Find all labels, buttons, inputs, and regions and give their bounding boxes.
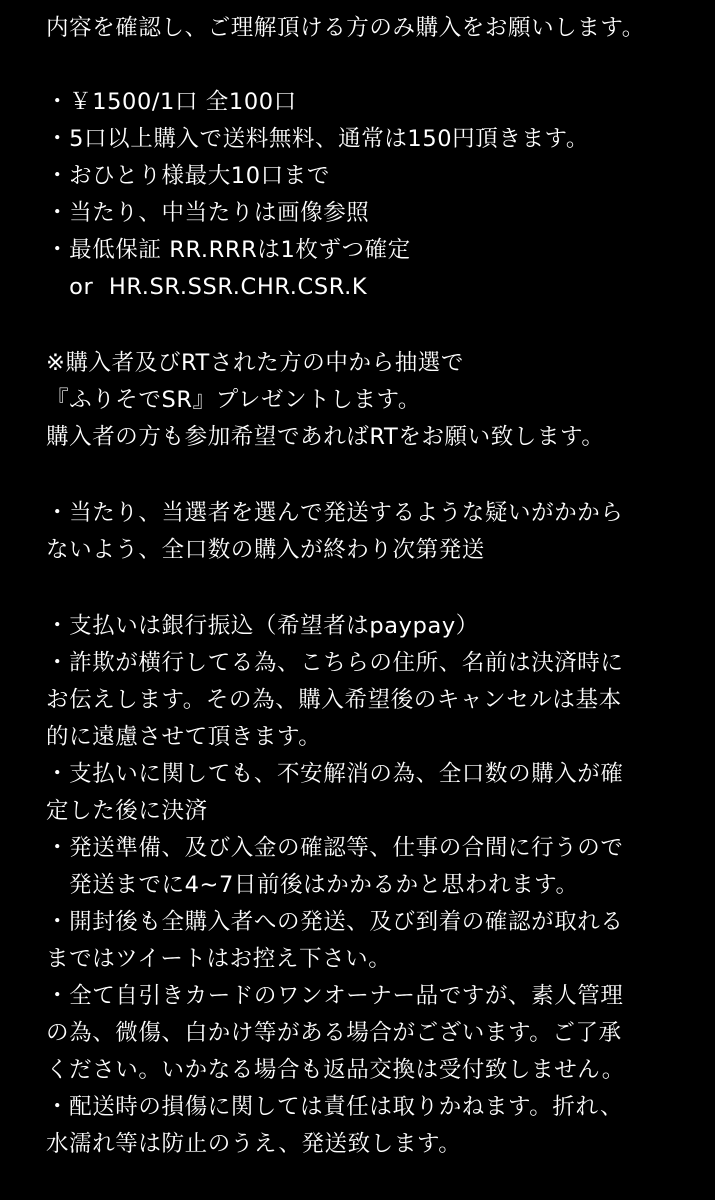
notice-line-guarantee-alt: or HR.SR.SSR.CHR.CSR.K — [46, 274, 368, 300]
notice-line-condition-2: の為、微傷、白かけ等がある場合がございます。ご了承 — [46, 1020, 622, 1046]
notice-line-intro: 内容を確認し、ご理解頂ける方のみ購入をお願いします。 — [46, 15, 645, 41]
notice-line-preparation-1: ・発送準備、及び入金の確認等、仕事の合間に行うので — [46, 835, 624, 861]
notice-line-fraud-1: ・詐欺が横行してる為、こちらの住所、名前は決済時に — [46, 650, 624, 676]
notice-line-condition-1: ・全て自引きカードのワンオーナー品ですが、素人管理 — [46, 983, 624, 1009]
notice-line-price: ・￥1500/1口 全100口 — [46, 89, 297, 115]
notice-line-lottery: ※購入者及びRTされた方の中から抽選で — [46, 350, 464, 376]
notice-line-rt-request: 購入者の方も参加希望であればRTをお願い致します。 — [46, 424, 605, 450]
notice-line-present: 『ふりそでSR』プレゼントします。 — [46, 387, 421, 413]
notice-line-damage-2: 水濡れ等は防止のうえ、発送致します。 — [46, 1131, 462, 1157]
notice-line-tweet-1: ・開封後も全購入者への発送、及び到着の確認が取れる — [46, 909, 624, 935]
notice-line-shipping-fee: ・5口以上購入で送料無料、通常は150円頂きます。 — [46, 126, 589, 152]
notice-line-damage-1: ・配送時の損傷に関しては責任は取りかねます。折れ、 — [46, 1094, 624, 1120]
notice-line-tweet-2: まではツイートはお控え下さい。 — [46, 946, 392, 972]
notice-line-purchase-limit: ・おひとり様最大10口まで — [46, 163, 330, 189]
notice-line-payment: ・支払いは銀行振込（希望者はpaypay） — [46, 613, 479, 639]
notice-line-fair-ship-1: ・当たり、当選者を選んで発送するような疑いがかから — [46, 500, 624, 526]
notice-line-settlement-1: ・支払いに関しても、不安解消の為、全口数の購入が確 — [46, 761, 624, 787]
notice-line-preparation-2: 発送までに4~7日前後はかかるかと思われます。 — [46, 872, 579, 898]
notice-line-condition-3: ください。いかなる場合も返品交換は受付致しません。 — [46, 1057, 625, 1083]
notice-line-fair-ship-2: ないよう、全口数の購入が終わり次第発送 — [46, 537, 485, 563]
notice-line-settlement-2: 定した後に決済 — [46, 798, 208, 824]
notice-line-guarantee: ・最低保証 RR.RRRは1枚ずつ確定 — [46, 237, 411, 263]
notice-line-hits: ・当たり、中当たりは画像参照 — [46, 200, 370, 226]
notice-line-fraud-3: 的に遠慮させて頂きます。 — [46, 724, 322, 750]
notice-line-fraud-2: お伝えします。その為、購入希望後のキャンセルは基本 — [46, 687, 622, 713]
